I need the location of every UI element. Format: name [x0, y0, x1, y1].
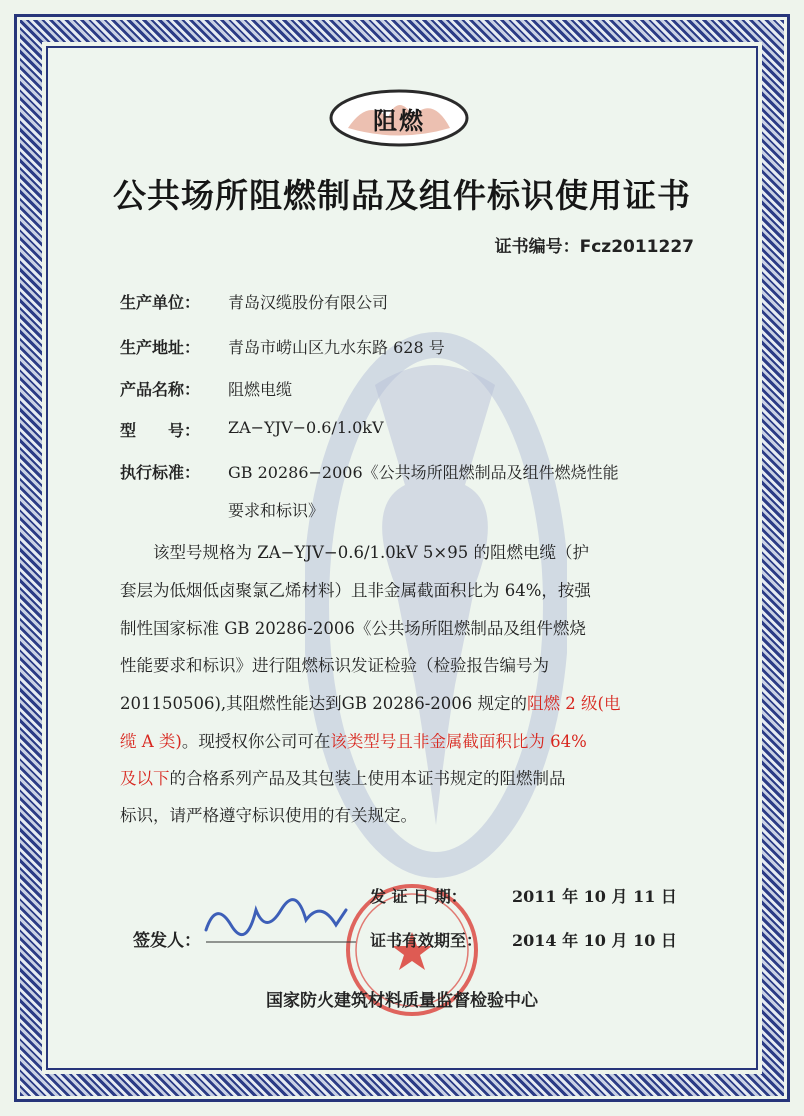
body-line: 该型号规格为 ZA−YJV−0.6/1.0kV 5×95 的阻燃电缆（护	[120, 543, 589, 562]
field-manufacturer	[120, 290, 388, 313]
field-label: 生产单位：	[120, 293, 201, 312]
field-value: 青岛汉缆股份有限公司	[228, 293, 389, 312]
handwritten-signature	[196, 880, 366, 950]
field-label: 产品名称：	[120, 380, 201, 399]
field-value: ZA−YJV−0.6/1.0kV	[228, 418, 384, 437]
body-highlight: 及以下	[120, 769, 170, 788]
body-text: 201150506),其阻燃性能达到GB 20286-2006 规定的	[120, 694, 528, 713]
field-address	[120, 335, 445, 358]
body-highlight: 阻燃 2 级(电	[527, 694, 621, 713]
certificate-number: 证书编号：Fcz2011227	[494, 237, 694, 257]
body-line	[120, 696, 700, 713]
body-line	[120, 771, 700, 788]
watermark-emblem	[305, 325, 567, 885]
body-line	[120, 734, 700, 751]
issuing-authority: 国家防火建筑材料质量监督检验中心	[266, 991, 538, 1011]
flame-retardant-logo	[328, 88, 470, 148]
body-line: 标识，请严格遵守标识使用的有关规定。	[120, 806, 417, 825]
certificate-title: 公共场所阻燃制品及组件标识使用证书	[113, 176, 691, 215]
body-line: 性能要求和标识》进行阻燃标识发证检验（检验报告编号为	[120, 656, 549, 675]
field-value: 阻燃电缆	[228, 380, 293, 399]
field-model	[120, 418, 384, 441]
body-line: 套层为低烟低卤聚氯乙烯材料）且非金属截面积比为 64%，按强	[120, 581, 591, 600]
field-label: 型 号：	[120, 421, 201, 440]
field-standard	[120, 460, 619, 483]
body-highlight: 该类型号且非金属截面积比为 64%	[330, 732, 587, 751]
field-value: GB 20286−2006《公共场所阻燃制品及组件燃烧性能	[228, 463, 619, 482]
issue-date-label: 发 证 日 期：	[370, 887, 467, 906]
valid-until-label: 证书有效期至：	[370, 931, 483, 950]
standard-continuation: 要求和标识》	[228, 501, 325, 520]
body-text: 。现授权你公司可在	[181, 732, 331, 751]
body-highlight: 缆 A 类)	[120, 732, 182, 751]
signer-label: 签发人：	[133, 931, 201, 951]
valid-until-value: 2014 年 10 月 10 日	[512, 931, 677, 950]
field-value: 青岛市崂山区九水东路 628 号	[228, 338, 445, 357]
body-text: 的合格系列产品及其包装上使用本证书规定的阻燃制品	[169, 769, 566, 788]
field-product-name	[120, 377, 292, 400]
field-label: 执行标准：	[120, 463, 201, 482]
logo-text: 阻燃	[373, 106, 425, 135]
body-line: 制性国家标准 GB 20286-2006《公共场所阻燃制品及组件燃烧	[120, 619, 586, 638]
issue-date-value: 2011 年 10 月 11 日	[512, 887, 677, 906]
field-label: 生产地址：	[120, 338, 201, 357]
